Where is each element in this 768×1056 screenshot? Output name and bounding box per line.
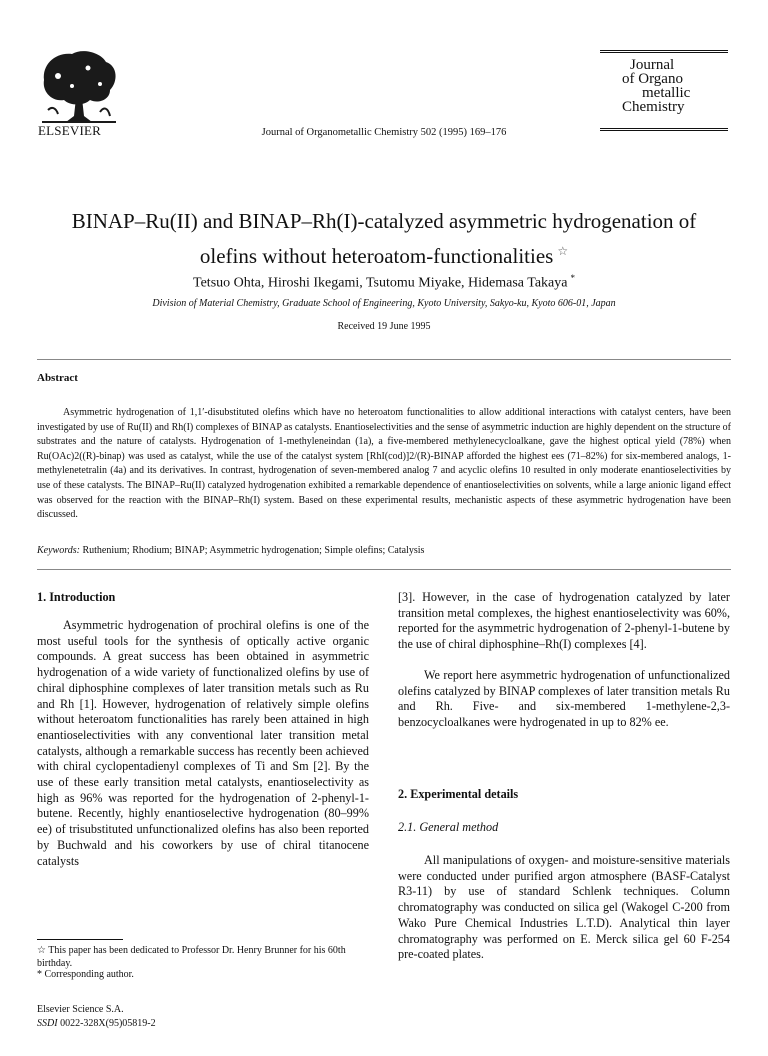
intro-paragraph: We report here asymmetric hydrogenation of unfunctionalized olefins catalyzed by BINAP complexes of later transition metals Ru and Rh. Five- and six-membered 1-methylene-2,3-benzocycloalkanes were hydrogenated in up to 82% ee. [398, 668, 730, 730]
received-date: Received 19 June 1995 [337, 321, 431, 332]
ssdi-number [37, 1018, 156, 1029]
footnote-divider [37, 939, 123, 940]
publisher-name: ELSEVIER [38, 123, 101, 138]
divider [37, 569, 731, 570]
article-title [0, 206, 768, 271]
abstract-text: Asymmetric hydrogenation of 1,1′-disubstituted olefins which have no heteroatom functionalities to allow additional interactions with catalyst centers, have been investigated by use of Ru(II) and Rh(I) complexes of BINAP as catalysts. Enantioselectivities and the sense of asymmetric induction are highly dependent on the structure of substrates and the nature of catalysts. Hydrogenation of 1-methyleneindan (1a), a five-membered methylenecycloalkane, gave the highest optical yield (78%) when Ru(OAc)2((R)-binap) was used as catalyst, while the use of the catalyst system [RhI(cod)]2/(R)-BINAP afforded the highest ees (71–82%) for six-membered analogs, 1-methylenetetralin (4a) and its derivatives. In contrast, hydrogenation of seven-membered analog 7 and acyclic olefins 10 resulted in only moderate enantioselectivities by use of these catalysts. The BINAP–Ru(II) catalyzed hydrogenation exhibited a remarkable dependence of enantioselectivities on solvents, while a large anionic ligand effect was observed for the reaction with the BINAP–Rh(I) system. Based on these experimental results, mechanistic aspects of these asymmetric hydrogenation have been discussed. [37, 407, 731, 521]
footnote-corresponding: * Corresponding author. [37, 969, 134, 980]
subsection-heading-general-method: 2.1. General method [398, 820, 499, 834]
experimental-paragraph: All manipulations of oxygen- and moisture-sensitive materials were conducted under purified argon atmosphere (BASF-Catalyst R3-11) by use of standard Schlenk techniques. Column chromatography was conducted on silica gel (Wakogel C-200 from Wako Pure Chemical Industries L.T.D). Analytical thin layer chromatography was performed on E. Merck silica gel 60 F-254 pre-coated plates. [398, 853, 730, 962]
corresponding-author-mark: * [570, 273, 575, 283]
journal-logo-line: of Organo [622, 71, 683, 87]
divider [37, 359, 731, 360]
journal-logo-line: metallic [642, 85, 691, 101]
affiliation: Division of Material Chemistry, Graduate School of Engineering, Kyoto University, Sakyo-ku, Kyoto 606-01, Japan [152, 298, 616, 309]
authors: Tetsuo Ohta, Hiroshi Ikegami, Tsutomu Miyake, Hidemasa Takaya [193, 275, 568, 291]
intro-paragraph: Asymmetric hydrogenation of prochiral olefins is one of the most useful tools for the synthesis of optically active organic compounds. A great success has been obtained in asymmetric hydrogenation of a wide variety of functionalized olefins by use of chiral diphosphine complexes of later transition metals such as Ru and Rh [1]. However, hydrogenation of relatively simple olefins without heteroatom functionalities has rarely been attained in high enantioselectivities with any conventional later transition metal catalysts, although a remarkable success has recently been achieved with chiral cyclopentadienyl complexes of Ti and Sm [2]. By the use of these early transition metal catalysts, enantioselectivity as high as 96% was reported for the hydrogenation of 2-phenyl-1-butene. Recently, highly enantioselective hydrogenation (80–99% ee) of trisubstituted unfunctionalized olefins has also been reported by Buchwald and his coworkers by use of chiral titanocene catalysts [37, 618, 369, 868]
section-heading-introduction: 1. Introduction [37, 590, 116, 604]
keywords-label: Keywords: [37, 545, 80, 556]
ssdi-label: SSDI [37, 1018, 58, 1029]
title-line: olefins without heteroatom-functionalities [199, 244, 554, 268]
journal-logo-line: Chemistry [622, 99, 685, 115]
section-heading-experimental: 2. Experimental details [398, 787, 519, 801]
footnote-dedication: ☆ This paper has been dedicated to Professor Dr. Henry Brunner for his 60th birthday. [37, 945, 346, 969]
intro-paragraph-continued: [3]. However, in the case of hydrogenation catalyzed by later transition metal complexes, the highest enantioselectivity was 60%, reported for the asymmetric hydrogenation of 2-phenyl-1-butene by the use of chiral diphosphine–Rh(I) complexes [4]. [398, 590, 730, 652]
title-footnote-mark: ☆ [557, 244, 569, 258]
abstract-heading: Abstract [37, 372, 78, 384]
journal-logo [600, 50, 728, 130]
keywords-list: Ruthenium; Rhodium; BINAP; Asymmetric hydrogenation; Simple olefins; Catalysis [82, 545, 425, 556]
publisher-info: Elsevier Science S.A. [37, 1004, 124, 1015]
title-line: BINAP–Ru(II) and BINAP–Rh(I)-catalyzed asymmetric hydrogenation of [71, 209, 697, 233]
elsevier-tree-icon [38, 46, 120, 124]
keywords [37, 545, 731, 556]
journal-logo-line: Journal [630, 57, 675, 73]
ssdi-value: 0022-328X(95)05819-2 [60, 1018, 156, 1029]
journal-citation: Journal of Organometallic Chemistry 502 (1995) 169–176 [261, 127, 507, 138]
author-list [0, 273, 768, 292]
